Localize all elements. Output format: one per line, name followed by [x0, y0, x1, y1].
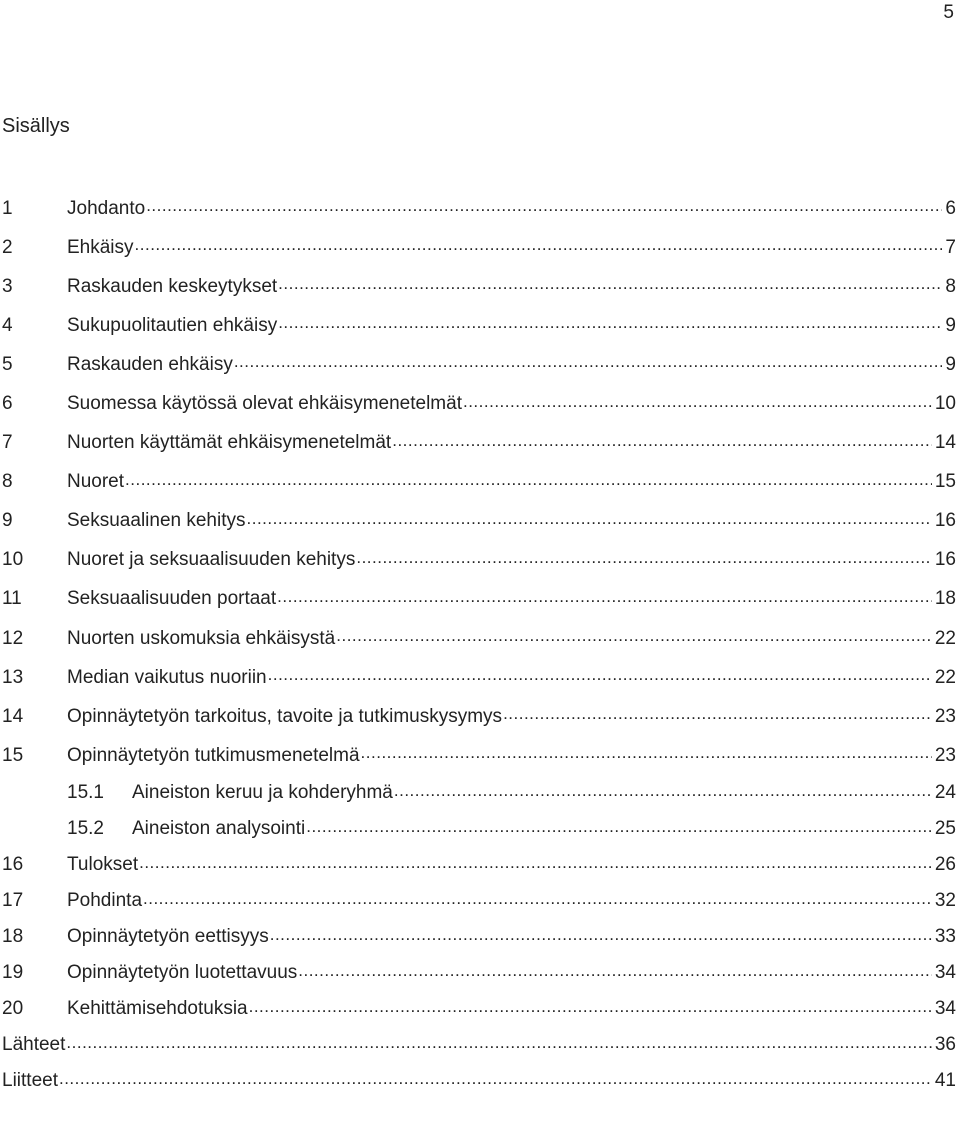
toc-entry-page: 14 — [934, 432, 956, 454]
toc-entry[interactable] — [0, 991, 956, 1027]
toc-entry[interactable] — [0, 189, 956, 228]
toc-entry-number: 14 — [2, 705, 24, 727]
toc-entry[interactable] — [0, 736, 956, 775]
toc-entry-title: Kehittämisehdotuksia — [67, 998, 248, 1020]
toc-entry-title: Suomessa käytössä olevat ehkäisymenetelmät — [67, 393, 462, 415]
dot-leader — [306, 820, 932, 839]
toc-entry-page: 24 — [934, 782, 956, 804]
toc-entry-title: Pohdinta — [67, 890, 143, 912]
toc-entry-page: 23 — [934, 705, 956, 727]
toc-subentry[interactable] — [0, 775, 956, 811]
dot-leader — [336, 629, 932, 648]
toc-entry-page: 34 — [934, 998, 956, 1020]
toc-entry[interactable] — [0, 580, 956, 619]
dot-leader — [361, 746, 932, 765]
dot-leader — [143, 892, 932, 911]
toc-entry[interactable] — [0, 541, 956, 580]
toc-entry-title: Opinnäytetyön luotettavuus — [67, 962, 298, 984]
toc-entry-number: 20 — [2, 998, 24, 1020]
toc-entry-title: Seksuaalinen kehitys — [67, 510, 246, 532]
toc-entry-title: Opinnäytetyön tarkoitus, tavoite ja tutkimuskysymys — [67, 705, 503, 727]
dot-leader — [356, 551, 932, 570]
dot-leader — [392, 434, 932, 453]
toc-entry-number: 3 — [2, 275, 13, 297]
toc-entry-title: Raskauden keskeytykset — [67, 275, 278, 297]
dot-leader — [277, 590, 932, 609]
dot-leader — [249, 1000, 932, 1019]
dot-leader — [135, 238, 942, 257]
toc-entry-title: Opinnäytetyön tutkimusmenetelmä — [67, 744, 360, 766]
toc-entry[interactable] — [0, 955, 956, 991]
toc-entry-title: Ehkäisy — [67, 236, 134, 258]
toc-entry-number: 15.2 — [67, 818, 104, 840]
dot-leader — [234, 355, 942, 374]
toc-entry-title: Johdanto — [67, 197, 146, 219]
toc-entry-page: 8 — [945, 275, 956, 297]
toc-entry-title: Seksuaalisuuden portaat — [67, 588, 277, 610]
toc-entry-page: 26 — [934, 854, 956, 876]
dot-leader — [139, 856, 932, 875]
toc-entry-page: 34 — [934, 962, 956, 984]
dot-leader — [298, 964, 932, 983]
toc-entry[interactable] — [0, 847, 956, 883]
dot-leader — [278, 316, 942, 335]
toc-entry-page: 9 — [945, 353, 956, 375]
toc-entry[interactable] — [0, 619, 956, 658]
toc-subentry[interactable] — [0, 811, 956, 847]
dot-leader — [503, 707, 932, 726]
toc-entry[interactable] — [0, 502, 956, 541]
toc-entry-page: 41 — [934, 1070, 956, 1092]
toc-entry-title: Lähteet — [2, 1034, 66, 1056]
toc-entry-number: 7 — [2, 432, 13, 454]
toc-entry-number: 6 — [2, 393, 13, 415]
dot-leader — [278, 277, 942, 296]
toc-entry-title: Median vaikutus nuoriin — [67, 666, 267, 688]
toc-entry-title: Nuorten käyttämät ehkäisymenetelmät — [67, 432, 392, 454]
toc-entry[interactable] — [0, 697, 956, 736]
toc-entry-number: 13 — [2, 666, 24, 688]
table-of-contents — [0, 189, 956, 1099]
toc-entry[interactable] — [0, 345, 956, 384]
dot-leader — [270, 928, 932, 947]
toc-entry-page: 22 — [934, 666, 956, 688]
toc-entry[interactable] — [0, 306, 956, 345]
toc-entry-page: 7 — [945, 236, 956, 258]
toc-entry[interactable] — [0, 919, 956, 955]
toc-entry-number: 10 — [2, 549, 24, 571]
toc-entry-title: Raskauden ehkäisy — [67, 353, 233, 375]
toc-entry-page: 16 — [934, 549, 956, 571]
dot-leader — [125, 473, 932, 492]
toc-entry-number: 5 — [2, 353, 13, 375]
toc-entry[interactable] — [0, 384, 956, 423]
toc-entry-number: 1 — [2, 197, 13, 219]
toc-entry-page: 23 — [934, 744, 956, 766]
toc-entry-number: 18 — [2, 926, 24, 948]
toc-entry-number: 15 — [2, 744, 24, 766]
toc-entry-number: 15.1 — [67, 782, 104, 804]
toc-entry-appendices[interactable] — [0, 1063, 956, 1099]
toc-entry-title: Aineiston keruu ja kohderyhmä — [132, 782, 393, 804]
toc-entry-title: Opinnäytetyön eettisyys — [67, 926, 269, 948]
toc-entry-number: 19 — [2, 962, 24, 984]
toc-entry[interactable] — [0, 424, 956, 463]
toc-entry-page: 36 — [934, 1034, 956, 1056]
toc-entry-page: 6 — [945, 197, 956, 219]
toc-entry-page: 32 — [934, 890, 956, 912]
page-number: 5 — [943, 2, 954, 23]
toc-entry-references[interactable] — [0, 1027, 956, 1063]
toc-entry-number: 12 — [2, 627, 24, 649]
toc-entry-page: 10 — [934, 393, 956, 415]
toc-entry[interactable] — [0, 267, 956, 306]
dot-leader — [247, 512, 932, 531]
toc-entry-number: 16 — [2, 854, 24, 876]
toc-entry-page: 22 — [934, 627, 956, 649]
toc-entry[interactable] — [0, 228, 956, 267]
toc-entry-page: 18 — [934, 588, 956, 610]
toc-entry-title: Nuorten uskomuksia ehkäisystä — [67, 627, 336, 649]
toc-entry-page: 25 — [934, 818, 956, 840]
dot-leader — [463, 395, 932, 414]
toc-heading: Sisällys — [2, 115, 70, 137]
toc-entry[interactable] — [0, 658, 956, 697]
toc-entry-page: 15 — [934, 471, 956, 493]
toc-entry-title: Liitteet — [2, 1070, 58, 1092]
toc-entry-number: 11 — [2, 588, 22, 610]
toc-entry-page: 9 — [945, 314, 956, 336]
toc-entry-title: Tulokset — [67, 854, 139, 876]
dot-leader — [268, 668, 932, 687]
toc-entry[interactable] — [0, 883, 956, 919]
toc-entry-number: 17 — [2, 890, 24, 912]
toc-entry-title: Nuoret ja seksuaalisuuden kehitys — [67, 549, 356, 571]
dot-leader — [59, 1072, 932, 1091]
toc-entry-title: Nuoret — [67, 471, 125, 493]
dot-leader — [146, 199, 942, 218]
dot-leader — [394, 784, 932, 803]
dot-leader — [66, 1036, 931, 1055]
toc-entry-title: Aineiston analysointi — [132, 818, 306, 840]
toc-entry[interactable] — [0, 463, 956, 502]
toc-entry-page: 33 — [934, 926, 956, 948]
toc-entry-title: Sukupuolitautien ehkäisy — [67, 314, 278, 336]
toc-entry-number: 8 — [2, 471, 13, 493]
toc-entry-page: 16 — [934, 510, 956, 532]
toc-entry-number: 9 — [2, 510, 13, 532]
toc-entry-number: 2 — [2, 236, 13, 258]
toc-entry-number: 4 — [2, 314, 13, 336]
